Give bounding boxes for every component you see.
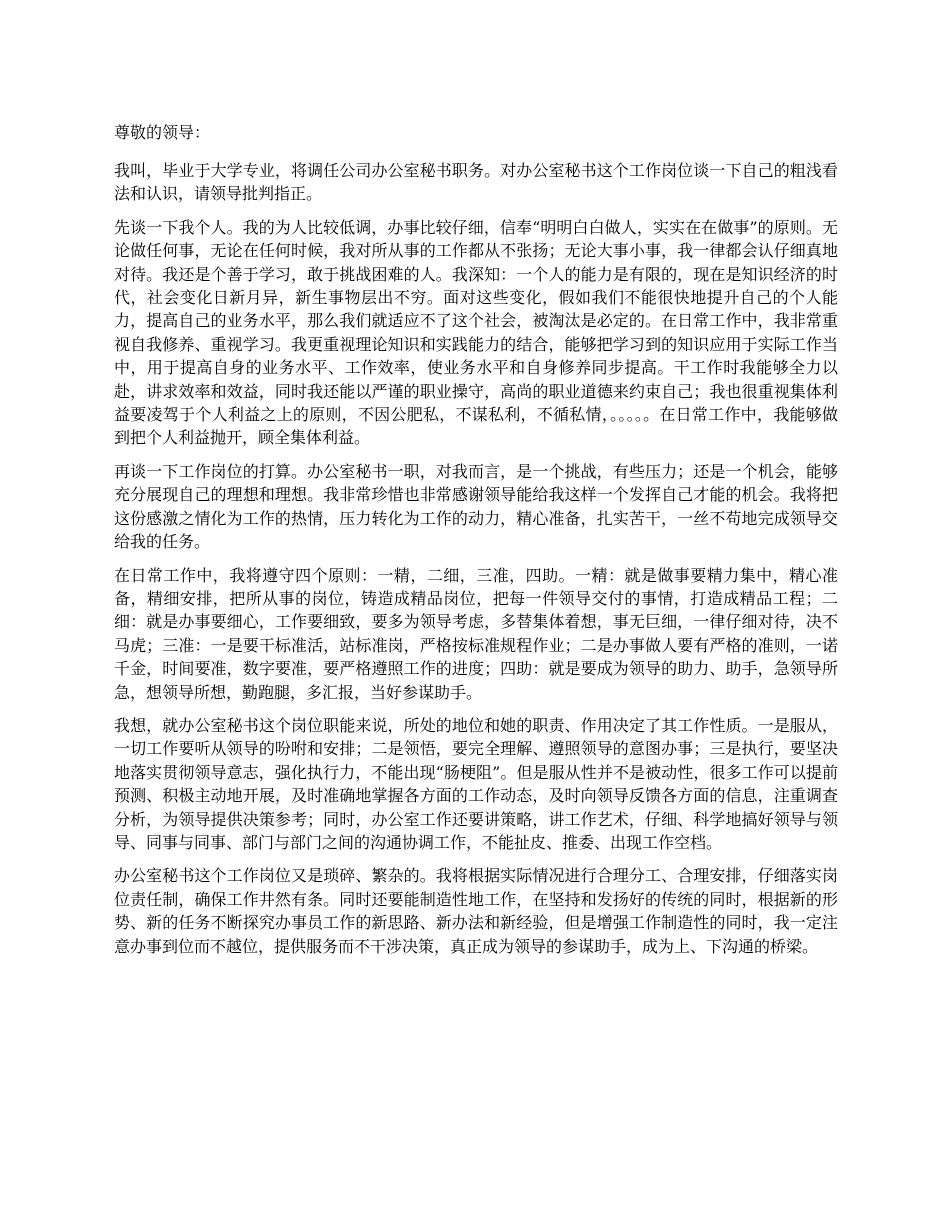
paragraph-introduction: 我叫，毕业于大学专业，将调任公司办公室秘书职务。对办公室秘书这个工作岗位谈一下自己的粗浅看法和认识，请领导批判指正。 bbox=[114, 161, 838, 204]
document-page bbox=[114, 121, 838, 968]
paragraph-job-nature: 我想，就办公室秘书这个岗位职能来说，所处的地位和她的职责、作用决定了其工作性质。一是服从，一切工作要听从领导的吩咐和安排；二是领悟，要完全理解、遵照领导的意图办事；三是执行，要坚决地落实贯彻领导意志，强化执行力，不能出现“肠梗阻”。但是服从性并不是被动性，很多工作可以提前预测、积极主动地开展，及时准确地掌握各方面的工作动态，及时向领导反馈各方面的信息，注重调查分析，为领导提供决策参考；同时，办公室工作还要讲策略，讲工作艺术，仔细、科学地搞好领导与领导、同事与同事、部门与部门之间的沟通协调工作，不能扯皮、推委、出现工作空档。 bbox=[114, 715, 838, 852]
paragraph-four-principles: 在日常工作中，我将遵守四个原则：一精，二细，三准，四助。一精：就是做事要精力集中，精心准备，精细安排，把所从事的岗位，铸造成精品岗位，把每一件领导交付的事情，打造成精品工程；二细：就是办事要细心，工作要细致，要多为领导考虑，多替集体着想，事无巨细，一律仔细对待，决不马虎；三准：一是要干标准活，站标准岗，严格按标准规程作业；二是办事做人要有严格的准则，一诺千金，时间要准，数字要准，要严格遵照工作的进度；四助：就是要成为领导的助力、助手，急领导所急，想领导所想，勤跑腿，多汇报，当好参谋助手。 bbox=[114, 565, 838, 702]
greeting: 尊敬的领导： bbox=[114, 123, 211, 142]
paragraph-conclusion: 办公室秘书这个工作岗位又是琐碎、繁杂的。我将根据实际情况进行合理分工、合理安排，仔细落实岗位责任制，确保工作井然有条。同时还要能制造性地工作，在坚持和发扬好的传统的同时，根据新的形势、新的任务不断探究办事员工作的新思路、新办法和新经验，但是增强工作制造性的同时，我一定注意办事到位而不越位，提供服务而不干涉决策，真正成为领导的参谋助手，成为上、下沟通的桥梁。 bbox=[114, 866, 838, 956]
paragraph-plans: 再谈一下工作岗位的打算。办公室秘书一职，对我而言，是一个挑战，有些压力；还是一个机会，能够充分展现自己的理想和理想。我非常珍惜也非常感谢领导能给我这样一个发挥自己才能的机会。我将把这份感激之情化为工作的热情，压力转化为工作的动力，精心准备，扎实苦干，一丝不苟地完成领导交给我的任务。 bbox=[114, 461, 838, 552]
paragraph-personal: 先谈一下我个人。我的为人比较低调，办事比较仔细，信奉“明明白白做人，实实在在做事”的原则。无论做任何事，无论在任何时候，我对所从事的工作都从不张扬；无论大事小事，我一律都会认仔细真地对待。我还是个善于学习，敢于挑战困难的人。我深知：一个人的能力是有限的，现在是知识经济的时代，社会变化日新月异，新生事物层出不穷。面对这些变化，假如我们不能很快地提升自己的个人能力，提高自己的业务水平，那么我们就适应不了这个社会，被淘汰是必定的。在日常工作中，我非常重视自我修养、重视学习。我更重视理论知识和实践能力的结合，能够把学习到的知识应用于实际工作当中，用于提高自身的业务水平、工作效率，使业务水平和自身修养同步提高。干工作时我能够全力以赴，讲求效率和效益，同时我还能以严谨的职业操守，高尚的职业道德来约束自己；我也很重视集体利益要凌驾于个人利益之上的原则，不因公肥私，不谋私利，不循私情，。。。。。在日常工作中，我能够做到把个人利益抛开，顾全集体利益。 bbox=[114, 217, 838, 448]
